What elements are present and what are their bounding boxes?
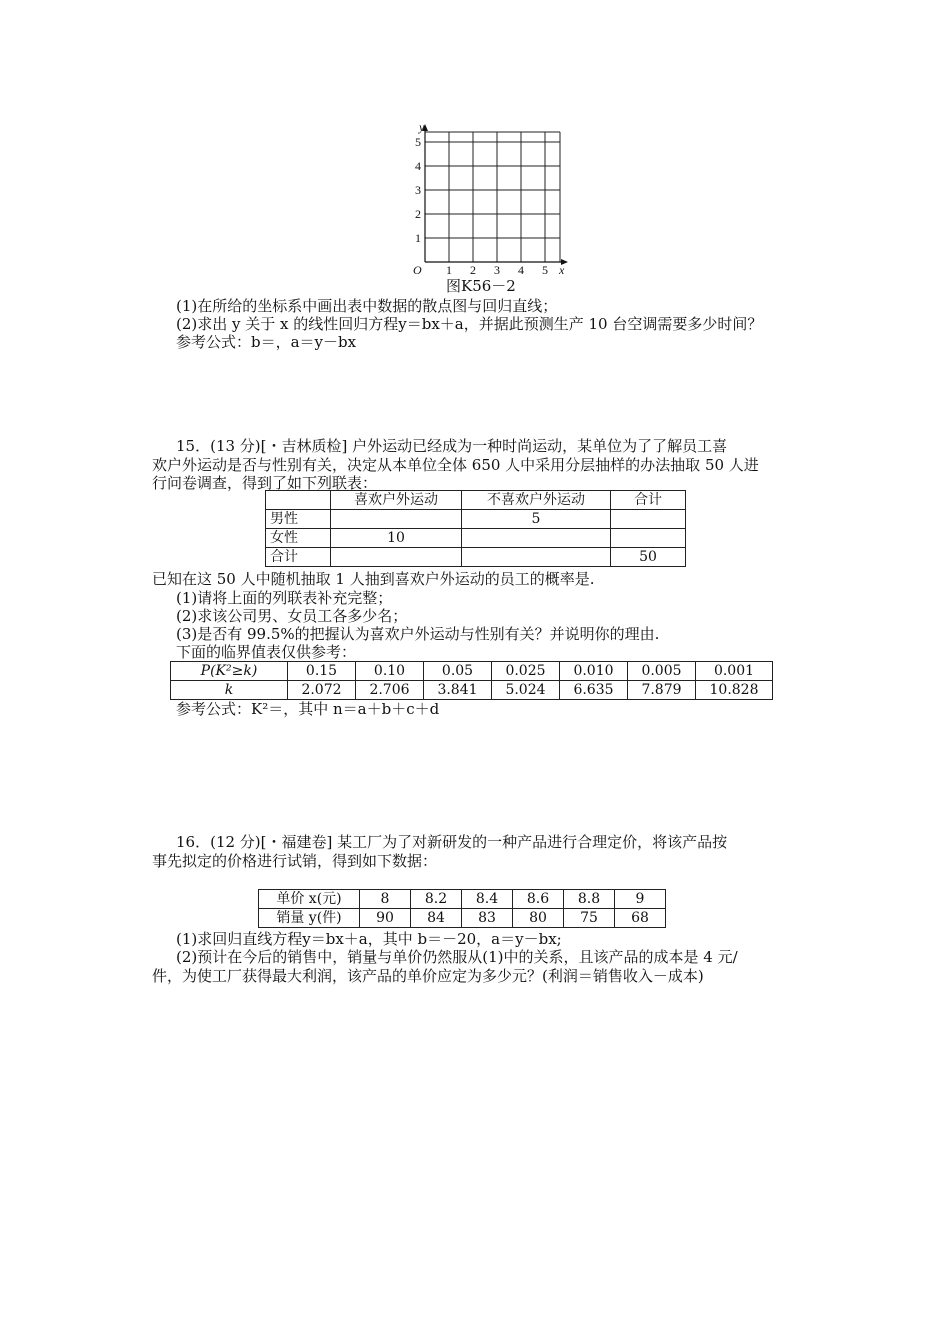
table-cell: 2.706: [356, 681, 424, 700]
table-cell: 0.010: [560, 662, 628, 681]
table-row: [171, 662, 773, 681]
q14-part1: (1)在所给的坐标系中画出表中数据的散点图与回归直线；: [176, 297, 558, 315]
row-label: 男性: [266, 510, 331, 529]
q15-stem-line3: 行问卷调查，得到了如下列联表：: [152, 474, 378, 492]
q14-part2: (2)求出 y 关于 x 的线性回归方程y＝bx＋a，并据此预测生产 10 台空调需要多少时间？: [176, 315, 763, 333]
x-tick: 4: [518, 263, 524, 277]
table-cell: [462, 529, 611, 548]
q15-given: 已知在这 50 人中随机抽取 1 人抽到喜欢户外运动的员工的概率是.: [152, 570, 595, 588]
table-cell: 0.025: [492, 662, 560, 681]
contingency-table: [265, 490, 686, 567]
header-cell: [266, 491, 331, 510]
table-cell: 0.05: [424, 662, 492, 681]
q16-part2-line2: 件，为使工厂获得最大利润，该产品的单价应定为多少元？(利润＝销售收入－成本): [152, 967, 704, 985]
q15-stem-line2: 欢户外运动是否与性别有关，决定从本单位全体 650 人中采用分层抽样的办法抽取 50 人进: [152, 456, 759, 474]
y-tick: 5: [415, 135, 421, 149]
x-tick: 3: [494, 263, 500, 277]
table-cell: 0.10: [356, 662, 424, 681]
table-cell: 5.024: [492, 681, 560, 700]
table-cell: [331, 548, 462, 567]
origin-label: O: [413, 263, 422, 277]
table-row: [259, 890, 666, 909]
figure-caption: 图K56－2: [446, 277, 516, 295]
table-cell: 2.072: [288, 681, 356, 700]
table-cell: 0.15: [288, 662, 356, 681]
q16-part2-line1: (2)预计在今后的销售中，销量与单价仍然服从(1)中的关系，且该产品的成本是 4 元/: [176, 948, 738, 966]
table-cell: [462, 548, 611, 567]
q14-formula: 参考公式：b＝，a＝y－bx: [176, 333, 357, 351]
y-tick: 3: [415, 183, 421, 197]
row-label: 单价 x(元): [259, 890, 360, 909]
table-cell: 8: [360, 890, 411, 909]
q16-part1: (1)求回归直线方程y＝bx＋a，其中 b＝－20，a＝y－bx;: [176, 930, 562, 948]
y-axis-label: y: [419, 122, 425, 134]
header-cell: 合计: [611, 491, 686, 510]
table-cell: 3.841: [424, 681, 492, 700]
table-cell: [331, 510, 462, 529]
header-cell: 不喜欢户外运动: [462, 491, 611, 510]
table-cell: [611, 510, 686, 529]
table-cell: 10: [331, 529, 462, 548]
table-cell: 9: [615, 890, 666, 909]
table-header-row: [266, 491, 686, 510]
table-cell: 83: [462, 909, 513, 928]
table-cell: 8.8: [564, 890, 615, 909]
row-label: 合计: [266, 548, 331, 567]
x-axis-label: x: [559, 263, 565, 277]
table-row: [259, 909, 666, 928]
table-row: [266, 548, 686, 567]
table-cell: [611, 529, 686, 548]
x-tick: 5: [542, 263, 548, 277]
table-row: [266, 510, 686, 529]
price-sales-table: [258, 889, 666, 928]
header-cell: 喜欢户外运动: [331, 491, 462, 510]
y-tick: 4: [415, 159, 421, 173]
table-cell: 5: [462, 510, 611, 529]
q15-formula: 参考公式：K²＝，其中 n＝a＋b＋c＋d: [176, 700, 440, 718]
table-cell: 75: [564, 909, 615, 928]
table-cell: 8.2: [411, 890, 462, 909]
q15-part2: (2)求该公司男、女员工各多少名；: [176, 607, 408, 625]
axes: [425, 126, 565, 262]
q15-table-note: 下面的临界值表仅供参考：: [176, 643, 357, 661]
table-cell: 84: [411, 909, 462, 928]
x-tick: 1: [446, 263, 452, 277]
coordinate-grid-figure: [405, 122, 580, 282]
y-tick: 1: [415, 231, 421, 245]
table-cell: 6.635: [560, 681, 628, 700]
table-cell: 10.828: [696, 681, 773, 700]
row-label: P(K²≥k): [171, 662, 288, 681]
q15-part3: (3)是否有 99.5%的把握认为喜欢户外运动与性别有关？并说明你的理由.: [176, 625, 660, 643]
q15-stem-line1: 15．(13 分)[・吉林质检] 户外运动已经成为一种时尚运动，某单位为了了解员工喜: [176, 437, 728, 455]
y-tick: 2: [415, 207, 421, 221]
table-cell: 0.001: [696, 662, 773, 681]
row-label: 女性: [266, 529, 331, 548]
table-cell: 90: [360, 909, 411, 928]
table-cell: 8.4: [462, 890, 513, 909]
row-label: 销量 y(件): [259, 909, 360, 928]
row-label: k: [171, 681, 288, 700]
table-row: [171, 681, 773, 700]
table-cell: 7.879: [628, 681, 696, 700]
q15-part1: (1)请将上面的列联表补充完整；: [176, 589, 393, 607]
table-cell: 8.6: [513, 890, 564, 909]
table-cell: 68: [615, 909, 666, 928]
table-cell: 80: [513, 909, 564, 928]
q16-stem-line1: 16．(12 分)[・福建卷] 某工厂为了对新研发的一种产品进行合理定价，将该产品按: [176, 833, 728, 851]
table-cell: 0.005: [628, 662, 696, 681]
table-cell: 50: [611, 548, 686, 567]
critical-value-table: [170, 661, 773, 700]
table-row: [266, 529, 686, 548]
q16-stem-line2: 事先拟定的价格进行试销，得到如下数据：: [152, 852, 438, 870]
x-tick: 2: [470, 263, 476, 277]
grid-lines: [425, 132, 560, 262]
